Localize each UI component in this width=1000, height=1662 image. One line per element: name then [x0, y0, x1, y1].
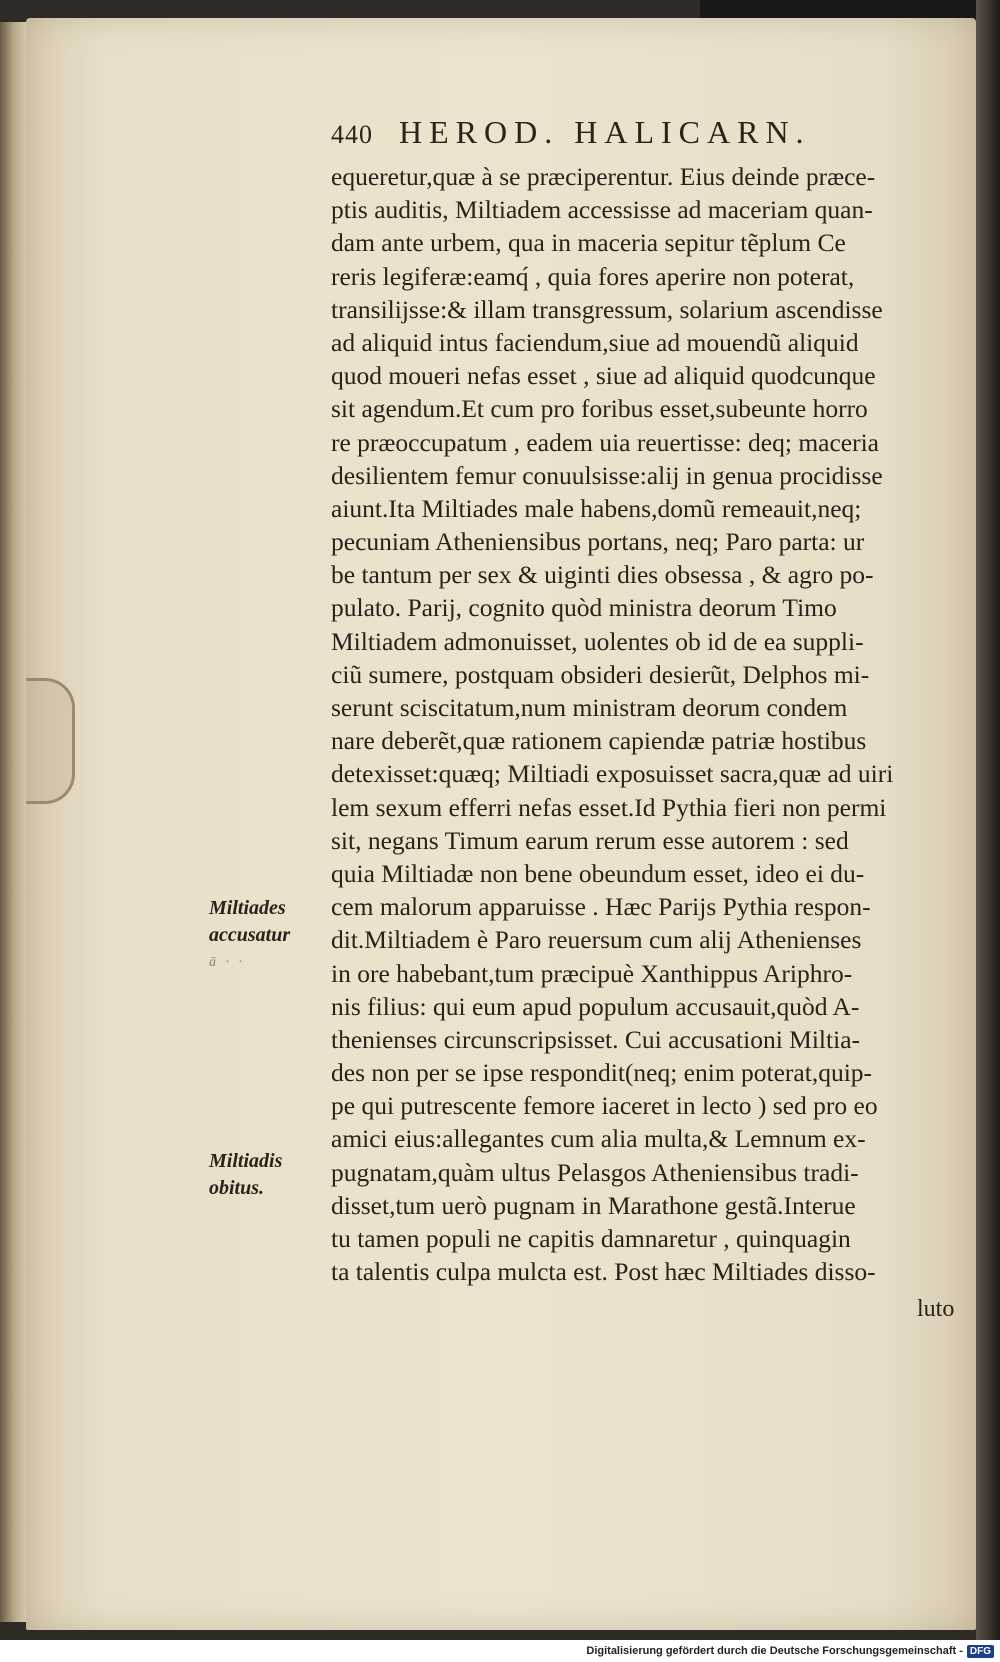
text-line: serunt sciscitatum,num ministram deorum condem [331, 693, 848, 722]
text-line: Miltiadem admonuisset, uolentes ob id de ea suppli- [331, 626, 864, 656]
digitization-footer [0, 1640, 1000, 1662]
text-line: ad aliquid intus faciendum,siue ad mouendũ aliquid [331, 327, 859, 357]
text-line: transilijsse:& illam transgressum, solarium ascendisse [331, 294, 883, 324]
margin-note-faint: ā · · [209, 955, 245, 970]
text-line: cem malorum apparuisse . Hæc Parijs Pythia respon- [331, 892, 871, 922]
dfg-logo-icon: DFG [967, 1645, 994, 1658]
text-line: ptis auditis, Miltiadem accessisse ad maceriam quan- [331, 195, 873, 225]
text-line: quia Miltiadæ non bene obeundum esset, ideo ei du- [331, 858, 865, 888]
text-line: lem sexum efferri nefas esset.Id Pythia fieri non permi [331, 792, 887, 822]
text-line: reris legiferæ:eamq́ , quia fores aperire non poterat, [331, 261, 855, 291]
page-number: 440 [331, 120, 373, 149]
footer-credit: Digitalisierung gefördert durch die Deutsche Forschungsgemeinschaft - [586, 1645, 963, 1657]
margin-note-line: obitus. [209, 1177, 265, 1199]
margin-note-line: Miltiadis [209, 1150, 283, 1172]
text-line: ciũ sumere, postquam obsideri desierũt, Delphos mi- [331, 659, 870, 689]
text-line: thenienses circunscripsisset. Cui accusationi Miltia- [331, 1024, 861, 1054]
text-line: pulato. Parij, cognito quòd ministra deorum Timo [331, 593, 837, 623]
text-line: quod moueri nefas esset , siue ad aliquid quodcunque [331, 361, 876, 391]
text-line: pugnatam,quàm ultus Pelasgos Atheniensibus tradi- [331, 1157, 859, 1187]
text-line: detexisset:quæq; Miltiadi exposuisset sacra,quæ ad uiri [331, 759, 894, 789]
text-line: nare deberẽt,quæ rationem capiendæ patriæ hostibus [331, 726, 867, 756]
text-line: aiunt.Ita Miltiades male habens,domũ remeauit,neq; [331, 493, 862, 523]
text-line: nis filius: qui eum apud populum accusauit,quòd A- [331, 991, 860, 1021]
text-line: dam ante urbem, qua in maceria sepitur tẽplum Ce [331, 228, 846, 258]
text-line: des non per se ipse respondit(neq; enim poterat,quip- [331, 1058, 873, 1088]
text-line: pecuniam Atheniensibus portans, neq; Paro parta: ur [331, 527, 865, 557]
text-line: in ore habebant,tum præcipuè Xanthippus Ariphro- [331, 958, 853, 988]
catchword: luto [917, 1296, 955, 1322]
text-line: amici eius:allegantes cum alia multa,& Lemnum ex- [331, 1124, 866, 1154]
text-line: equeretur,quæ à se præciperentur. Eius deinde præce- [331, 162, 876, 191]
text-line: desilientem femur conuulsisse:alij in genua procidisse [331, 460, 883, 490]
background-dark-right [976, 0, 1000, 1640]
text-line: sit, negans Timum earum rerum esse autorem : sed [331, 825, 849, 855]
page-header [331, 114, 891, 162]
book-page [26, 18, 976, 1630]
text-line: ta talentis culpa mulcta est. Post hæc Miltiades disso- [331, 1257, 876, 1287]
margin-note-death [209, 1148, 321, 1202]
text-line: re præoccupatum , eadem uia reuertisse: deq; maceria [331, 427, 880, 457]
text-line: dit.Miltiadem è Paro reuersum cum alij Athenienses [331, 925, 862, 955]
text-line: be tantum per sex & uiginti dies obsessa , & agro po- [331, 560, 874, 590]
page-clasp [26, 678, 75, 804]
running-title: HEROD. HALICARN. [399, 114, 811, 150]
text-line: disset,tum uerò pugnam in Marathone gestã.Interue [331, 1190, 856, 1220]
margin-note-line: Miltiades [209, 897, 286, 919]
text-line: tu tamen populi ne capitis damnaretur , quinquagin [331, 1224, 851, 1253]
margin-note-line: accusatur [209, 924, 291, 946]
text-line: sit agendum.Et cum pro foribus esset,subeunte horro [331, 394, 868, 424]
text-line: pe qui putrescente femore iaceret in lecto ) sed pro eo [331, 1091, 878, 1121]
margin-note-accusation [209, 895, 321, 976]
body-text [331, 160, 976, 1288]
